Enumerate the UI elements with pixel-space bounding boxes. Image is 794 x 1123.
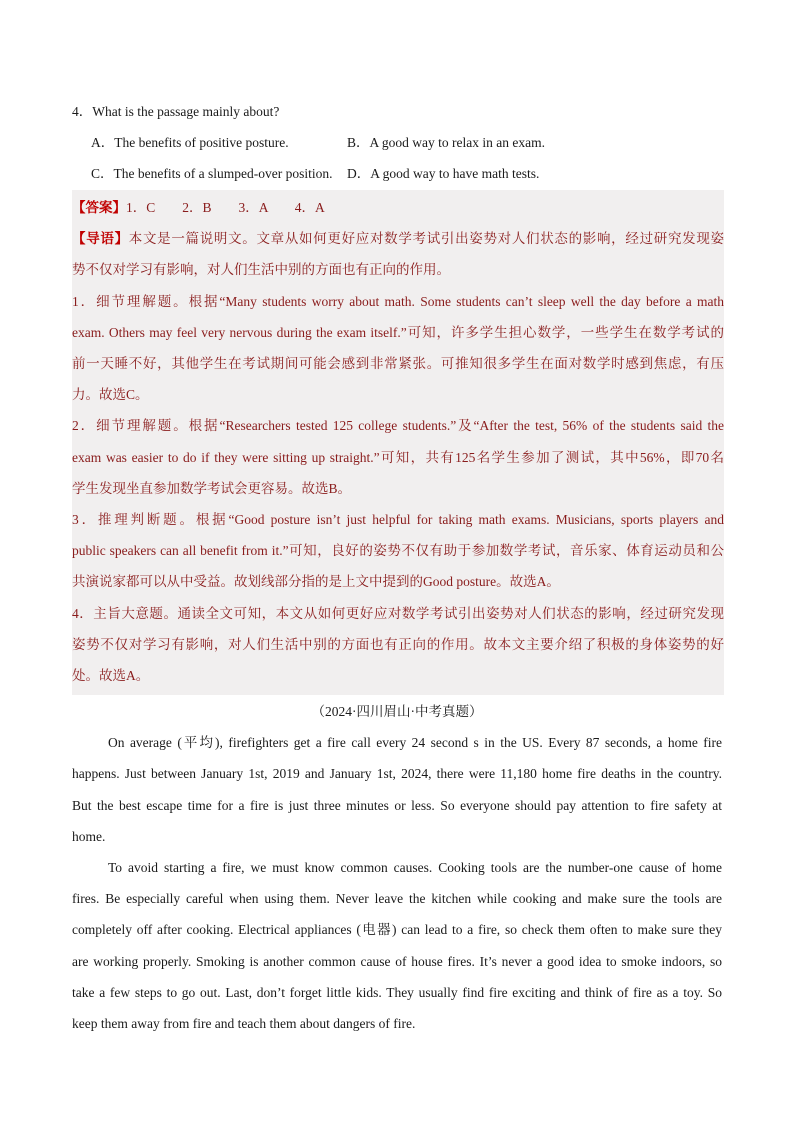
paragraph-1-line-4: home. xyxy=(72,828,106,844)
explanation-2-line-2: exam was easier to do if they were sitting up straight.”可知，共有125名学生参加了测试，其中56%，即70名 xyxy=(72,449,724,465)
explanation-4-line-2: 姿势不仅对学习有影响，对人们生活中别的方面也有正向的作用。故本文主要介绍了积极的身体姿势的好 xyxy=(72,636,724,652)
explanation-2-line-3: 学生发现坐直参加数学考试会更容易。故选B。 xyxy=(72,480,352,496)
explanation-1-line-4: 力。故选C。 xyxy=(72,387,149,403)
paragraph-1-line-2: happens. Just between January 1st, 2019 and January 1st, 2024, there were 11,180 home fire deaths in the country. xyxy=(72,766,722,782)
paragraph-2-line-3: completely off after cooking. Electrical appliances (电器) can lead to a fire, so check them often to make sure they xyxy=(72,922,722,938)
paragraph-2-line-2: fires. Be especially careful when using them. Never leave the kitchen while cooking and make sure the tools are xyxy=(72,891,722,907)
passage-paragraph-1 xyxy=(72,727,722,852)
explanation-1-line-1: 1．细节理解题。根据“Many students worry about math. Some students can’t sleep well the day before a math xyxy=(72,293,724,309)
paragraph-2-line-1: To avoid starting a fire, we must know common causes. Cooking tools are the number-one cause of home xyxy=(108,860,722,876)
document-page xyxy=(72,96,725,1039)
question-4-stem: 4．What is the passage mainly about? xyxy=(72,104,280,119)
paragraph-2-line-6: keep them away from fire and teach them about dangers of fire. xyxy=(72,1016,416,1032)
option-d: D．A good way to have math tests. xyxy=(347,166,540,181)
option-b: B．A good way to relax in an exam. xyxy=(347,135,545,150)
explanation-1-line-2: exam. Others may feel very nervous during the exam itself.”可知，许多学生担心数学，一些学生在数学考试的 xyxy=(72,324,724,340)
explanation-3-line-3: 共演说家都可以从中受益。故划线部分指的是上文中提到的Good posture。故选A。 xyxy=(72,574,560,590)
guide-text-1: 本文是一篇说明文。文章从如何更好应对数学考试引出姿势对人们状态的影响，经过研究发现姿 xyxy=(128,231,725,247)
guide-line-1 xyxy=(72,223,724,254)
guide-tag: 【导语】 xyxy=(72,231,129,247)
explanation-3-line-1: 3．推理判断题。根据“Good posture isn’t just helpful for taking math exams. Musicians, sports players and xyxy=(72,512,724,528)
explanation-4-line-1: 4．主旨大意题。通读全文可知，本文从如何更好应对数学考试引出姿势对人们状态的影响，经过研究发现 xyxy=(72,605,724,621)
explanation-3-line-2: public speakers can all benefit from it.”可知，良好的姿势不仅有助于参加数学考试，音乐家、体育运动员和公 xyxy=(72,543,724,559)
paragraph-1-line-3: But the best escape time for a fire is just three minutes or less. So everyone should pay attention to fire safety at xyxy=(72,797,722,813)
paragraph-1-line-1: On average (平均), firefighters get a fire call every 24 second s in the US. Every 87 seconds, a home fire xyxy=(108,735,722,751)
explanation-2-line-1: 2．细节理解题。根据“Researchers tested 125 college students.”及“After the test, 56% of the students said the xyxy=(72,418,724,434)
passage-source: （2024·四川眉山·中考真题） xyxy=(311,704,483,720)
answer-tag: 【答案】 xyxy=(72,200,126,215)
paragraph-2-line-4: are working properly. Smoking is another common cause of house fires. It’s never a good idea to smoke indoors, so xyxy=(72,953,722,969)
passage-paragraph-2 xyxy=(72,852,722,1039)
question-4-options-row-1 xyxy=(72,127,722,158)
paragraph-2-line-5: take a few steps to go out. Last, don’t forget little kids. They usually find fire exciting and think of fire as a toy. So xyxy=(72,984,722,1000)
question-4-options-row-2 xyxy=(72,158,722,189)
option-a: A．The benefits of positive posture. xyxy=(91,135,289,150)
answer-explanation-box xyxy=(72,190,724,695)
answer-text: 1．C 2．B 3．A 4．A xyxy=(126,200,325,215)
explanation-1-line-3: 前一天睡不好，其他学生在考试期间可能会感到非常紧张。可推知很多学生在面对数学时感到焦虑，有压 xyxy=(72,356,724,372)
explanation-4-line-3: 处。故选A。 xyxy=(72,668,150,684)
option-c: C．The benefits of a slumped-over position. xyxy=(91,166,333,181)
guide-line-2: 势不仅对学习有影响，对人们生活中别的方面也有正向的作用。 xyxy=(72,262,450,278)
answer-line xyxy=(72,192,724,223)
